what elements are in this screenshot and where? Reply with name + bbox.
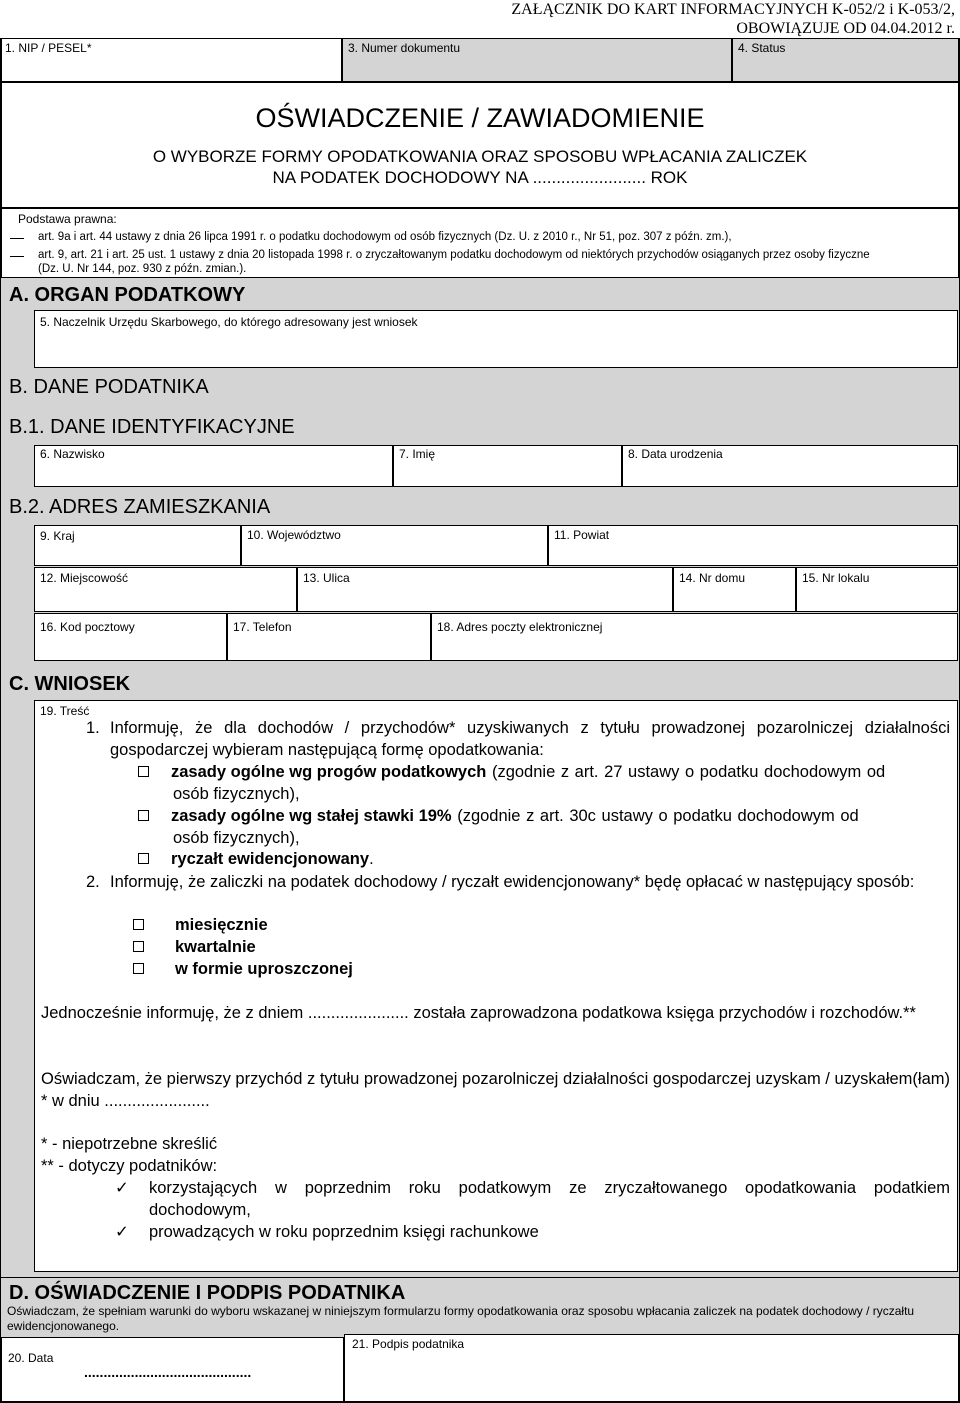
first-name-label: 7. Imię (399, 447, 436, 461)
status-label: 4. Status (738, 41, 786, 55)
date-label: 20. Data (8, 1351, 54, 1365)
option-progressive-note: (zgodnie z art. 27 ustawy o podatku dochodowym od (486, 763, 886, 781)
footnote-condition-1: korzystających w poprzednim roku podatkowym ze zryczałtowanego opodatkowania podatkiem dochodowym, (149, 1179, 950, 1219)
option-flat-label: zasady ogólne wg stałej stawki 19% (171, 807, 452, 825)
payment-simplified-line (133, 959, 353, 981)
postal-code-label: 16. Kod pocztowy (40, 620, 135, 634)
check-icon: ✓ (115, 1223, 129, 1241)
request-content-label: 19. Treść (40, 704, 90, 718)
house-number-label: 14. Nr domu (679, 571, 746, 585)
form-title: OŚWIADCZENIE / ZAWIADOMIENIE (255, 103, 705, 133)
option-progressive-line-1 (138, 762, 885, 784)
option-progressive-line-2: osób fizycznych), (173, 785, 300, 803)
document-number-label: 3. Numer dokumentu (348, 41, 461, 55)
payment-monthly-label: miesięcznie (175, 916, 268, 934)
lump-sum-checkbox[interactable] (138, 853, 149, 864)
list-dash (10, 238, 24, 239)
surname-label: 6. Nazwisko (40, 447, 105, 461)
point-2-text: Informuję, że zaliczki na podatek dochodowy / ryczałt ewidencjonowany* będę opłacać w następujący sposób: (110, 873, 915, 891)
section-d-title: D. OŚWIADCZENIE I PODPIS PODATNIKA (9, 1282, 406, 1304)
legal-basis-line-1: art. 9a i art. 44 ustawy z dnia 26 lipca 1991 r. o podatku dochodowym od osób fizycznych (Dz. U. z 2010 r., Nr 51, poz. 307 z późn. zm.), (38, 231, 732, 243)
form-subtitle-1: O WYBORZE FORMY OPODATKOWANIA ORAZ SPOSOBU WPŁACANIA ZALICZEK (152, 147, 808, 166)
option-progressive-label: zasady ogólne wg progów podatkowych (171, 763, 487, 781)
street-field[interactable] (297, 567, 673, 612)
date-dots: ........................................... (84, 1364, 252, 1380)
tax-office-label: 5. Naczelnik Urzędu Skarbowego, do którego adresowany jest wniosek (40, 315, 418, 329)
check-icon: ✓ (115, 1179, 129, 1197)
legal-basis-line-3: (Dz. U. Nr 144, poz. 930 z późn. zmian.). (38, 263, 247, 275)
city-label: 12. Miejscowość (40, 571, 129, 585)
birth-date-label: 8. Data urodzenia (628, 447, 723, 461)
nip-label: 1. NIP / PESEL* (5, 41, 92, 55)
section-d-statement: Oświadczam, że spełniam warunki do wyboru wskazanej w niniejszym formularzu formy opodatkowania oraz sposobu wpłacania zaliczek na podatek dochodowy / ryczałtu ewidencjonowanego. (7, 1304, 915, 1333)
county-field[interactable] (548, 525, 958, 566)
simplified-checkbox[interactable] (133, 963, 144, 974)
section-b1-title: B.1. DANE IDENTYFIKACYJNE (9, 416, 295, 438)
section-b2-title: B.2. ADRES ZAMIESZKANIA (9, 496, 271, 518)
annex-note (400, 0, 955, 38)
apartment-number-label: 15. Nr lokalu (802, 571, 870, 585)
payment-simplified-label: w formie uproszczonej (175, 960, 353, 978)
section-b-title: B. DANE PODATNIKA (9, 376, 209, 398)
flat-rate-checkbox[interactable] (138, 810, 149, 821)
signature-label: 21. Podpis podatnika (352, 1337, 465, 1351)
option-flat-line-2: osób fizycznych), (173, 829, 300, 847)
option-lump-sum-label: ryczałt ewidencjonowany (171, 850, 370, 868)
county-label: 11. Powiat (554, 528, 610, 542)
footnote-1: * - niepotrzebne skreślić (41, 1135, 218, 1153)
option-flat-note: (zgodnie z art. 30c ustawy o podatku dochodowym od (451, 807, 859, 825)
country-label: 9. Kraj (40, 529, 75, 543)
list-dash (10, 256, 24, 257)
footnote-condition-2: prowadzących w roku poprzednim księgi rachunkowe (149, 1223, 539, 1241)
progressive-scale-checkbox[interactable] (138, 766, 149, 777)
form-subtitle-2: NA PODATEK DOCHODOWY NA ........................ ROK (272, 168, 688, 187)
option-flat-line-1 (138, 806, 859, 828)
point-2-number: 2. (86, 873, 100, 891)
street-label: 13. Ulica (303, 571, 350, 585)
title-block (1, 82, 959, 208)
legal-basis-line-2: art. 9, art. 21 i art. 25 ust. 1 ustawy z dnia 20 listopada 1998 r. o zryczałtowanym podatku dochodowym od niektórych przychodów osiąganych przez osoby fizyczne (38, 249, 870, 261)
quarterly-checkbox[interactable] (133, 941, 144, 952)
payment-monthly-line (133, 915, 268, 937)
payment-quarterly-line (133, 937, 256, 959)
legal-basis-heading: Podstawa prawna: (18, 212, 117, 226)
book-keeping-statement: Jednocześnie informuję, że z dniem ...................... została zaprowadzona podatkowa księga przychodów i rozchodów.** (41, 1004, 916, 1022)
monthly-checkbox[interactable] (133, 919, 144, 930)
option-lump-sum-dot: . (369, 850, 374, 868)
email-label: 18. Adres poczty elektronicznej (437, 620, 603, 634)
section-c-title: C. WNIOSEK (9, 673, 131, 695)
option-lump-sum-line (138, 849, 374, 871)
annex-line-2: OBOWIĄZUJE OD 04.04.2012 r. (736, 20, 955, 37)
section-a-title: A. ORGAN PODATKOWY (9, 284, 246, 306)
payment-quarterly-label: kwartalnie (175, 938, 256, 956)
footnote-2: ** - dotyczy podatników: (41, 1157, 218, 1175)
voivodeship-label: 10. Województwo (247, 528, 341, 542)
point-1-text: Informuję, że dla dochodów / przychodów* uzyskiwanych z tytułu prowadzonej pozarolniczej działalności gospodarczej wybieram następującą formę opodatkowania: (110, 719, 950, 759)
annex-line-1: ZAŁĄCZNIK DO KART INFORMACYJNYCH K-052/2 i K-053/2, (511, 1, 955, 18)
first-income-statement: Oświadczam, że pierwszy przychód z tytułu prowadzonej pozarolniczej działalności gospodarczej uzyskam / uzyskałem(łam) * w dniu ....................... (41, 1070, 950, 1110)
phone-label: 17. Telefon (233, 620, 292, 634)
point-1-number: 1. (86, 719, 100, 737)
